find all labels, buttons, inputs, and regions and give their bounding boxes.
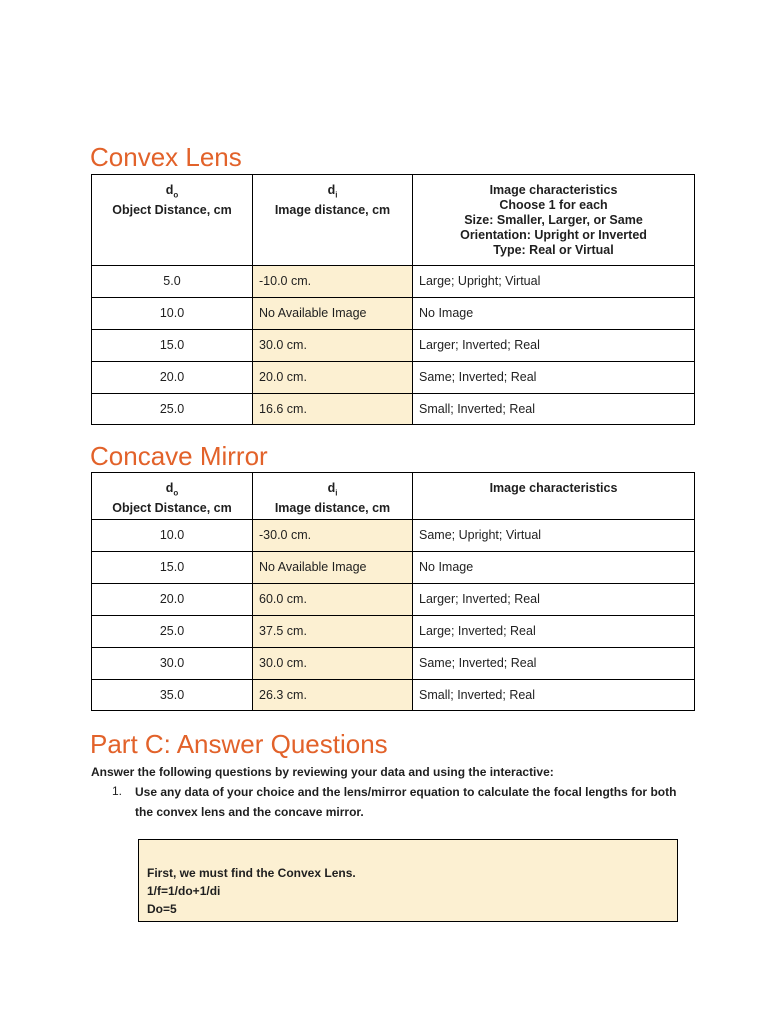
image-characteristics-cell: Larger; Inverted; Real bbox=[413, 584, 695, 616]
object-distance-cell: 10.0 bbox=[92, 520, 253, 552]
table-row bbox=[92, 362, 695, 394]
image-distance-cell: -10.0 cm. bbox=[253, 266, 413, 298]
image-characteristics-cell: Same; Upright; Virtual bbox=[413, 520, 695, 552]
table-header-row bbox=[92, 175, 695, 266]
convex-lens-heading: Convex Lens bbox=[90, 142, 242, 172]
object-distance-cell: 15.0 bbox=[92, 330, 253, 362]
image-distance-cell: 20.0 cm. bbox=[253, 362, 413, 394]
part-c-heading: Part C: Answer Questions bbox=[90, 729, 388, 759]
image-characteristics-header: Image characteristics Choose 1 for each Size: Smaller, Larger, or Same Orientation: Upright or Inverted Type: Real or Virtual bbox=[413, 175, 695, 266]
image-distance-cell: No Available Image bbox=[253, 298, 413, 330]
image-distance-cell: No Available Image bbox=[253, 552, 413, 584]
table-header-row bbox=[92, 473, 695, 520]
table-row bbox=[92, 298, 695, 330]
object-distance-cell: 35.0 bbox=[92, 680, 253, 711]
image-characteristics-cell: Same; Inverted; Real bbox=[413, 648, 695, 680]
image-characteristics-cell: Larger; Inverted; Real bbox=[413, 330, 695, 362]
image-distance-cell: 30.0 cm. bbox=[253, 648, 413, 680]
image-distance-cell: 37.5 cm. bbox=[253, 616, 413, 648]
image-distance-cell: 30.0 cm. bbox=[253, 330, 413, 362]
image-distance-cell: 60.0 cm. bbox=[253, 584, 413, 616]
object-distance-cell: 20.0 bbox=[92, 362, 253, 394]
instructions-text: Answer the following questions by reviewing your data and using the interactive: bbox=[91, 765, 554, 779]
image-distance-header: $d_i$ Image distance, cm bbox=[253, 175, 413, 266]
object-distance-cell: 10.0 bbox=[92, 298, 253, 330]
table-row bbox=[92, 552, 695, 584]
concave-mirror-heading: Concave Mirror bbox=[90, 441, 268, 471]
image-characteristics-cell: Small; Inverted; Real bbox=[413, 394, 695, 425]
image-characteristics-cell: Large; Inverted; Real bbox=[413, 616, 695, 648]
image-characteristics-cell: Small; Inverted; Real bbox=[413, 680, 695, 711]
concave-mirror-table bbox=[91, 472, 695, 711]
answer-line: First, we must find the Convex Lens. bbox=[147, 866, 356, 880]
image-characteristics-cell: Large; Upright; Virtual bbox=[413, 266, 695, 298]
convex-lens-table bbox=[91, 174, 695, 425]
image-distance-header: $d_i$ Image distance, cm bbox=[253, 473, 413, 520]
answer-line: Do=5 bbox=[147, 902, 177, 916]
table-row bbox=[92, 680, 695, 711]
object-distance-header: $d_o$ Object Distance, cm bbox=[92, 473, 253, 520]
image-characteristics-cell: No Image bbox=[413, 552, 695, 584]
object-distance-cell: 25.0 bbox=[92, 394, 253, 425]
table-row bbox=[92, 266, 695, 298]
image-distance-cell: 26.3 cm. bbox=[253, 680, 413, 711]
table-row bbox=[92, 394, 695, 425]
table-row bbox=[92, 648, 695, 680]
question-text: Use any data of your choice and the lens/mirror equation to calculate the focal lengths for both the convex lens and the concave mirror. bbox=[135, 785, 677, 819]
table-row bbox=[92, 520, 695, 552]
table-row bbox=[92, 584, 695, 616]
table-row bbox=[92, 616, 695, 648]
image-characteristics-cell: No Image bbox=[413, 298, 695, 330]
object-distance-header: $d_o$ Object Distance, cm bbox=[92, 175, 253, 266]
answer-line: 1/f=1/do+1/di bbox=[147, 884, 221, 898]
answer-box[interactable] bbox=[138, 839, 678, 922]
object-distance-cell: 25.0 bbox=[92, 616, 253, 648]
question-number: 1. bbox=[112, 784, 123, 798]
image-characteristics-header: Image characteristics bbox=[413, 473, 695, 520]
image-distance-cell: -30.0 cm. bbox=[253, 520, 413, 552]
object-distance-cell: 15.0 bbox=[92, 552, 253, 584]
object-distance-cell: 20.0 bbox=[92, 584, 253, 616]
object-distance-cell: 30.0 bbox=[92, 648, 253, 680]
object-distance-cell: 5.0 bbox=[92, 266, 253, 298]
image-distance-cell: 16.6 cm. bbox=[253, 394, 413, 425]
table-row bbox=[92, 330, 695, 362]
image-characteristics-cell: Same; Inverted; Real bbox=[413, 362, 695, 394]
